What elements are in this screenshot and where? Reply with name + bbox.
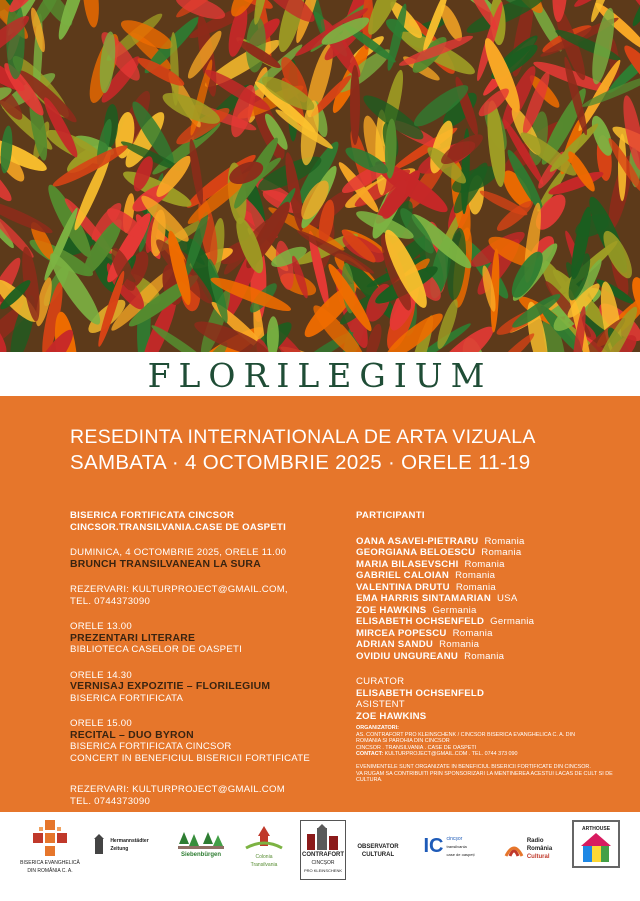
church-logo (18, 818, 82, 874)
cincsor-caption-3: case de oaspeți (446, 852, 475, 857)
arthouse-caption: ARTHOUSE (581, 826, 611, 832)
venue-line-1: BISERICA FORTIFICATA CINCSOR (70, 510, 235, 521)
organizers-line-1: AS. CONTRAFORT PRO KLEINSCHENK / CINCSOR BISERICA EVANGHELICA C. A. DIN (356, 731, 575, 738)
contact-label: CONTACT: (356, 751, 384, 758)
participant-name: GEORGIANA BELOESCU (356, 547, 476, 558)
sumac-leaves-photo (0, 0, 640, 352)
participant-item (356, 570, 616, 582)
event-2-place: BISERICA FORTIFICATA (70, 692, 184, 704)
participant-item (356, 582, 616, 594)
participant-name: OANA ASAVEI-PIETRARU (356, 535, 479, 547)
participant-item (356, 605, 616, 617)
participant-item (356, 628, 616, 640)
participants-heading: PARTICIPANTI (356, 510, 425, 521)
church-caption-1: BISERICA EVANGHELICĂ (20, 860, 80, 866)
participant-country: Romania (455, 581, 496, 593)
arthouse-logo (572, 820, 620, 868)
contact-value: KULTURPROJECT@GMAIL.COM . TEL. 0744 373 090 (384, 751, 518, 758)
church-caption-2: DIN ROMÂNIA C. A. (27, 868, 73, 874)
leaves-illustration (0, 0, 640, 352)
tower-icon (91, 834, 107, 854)
radio-caption-1: Radio (526, 838, 544, 844)
radio-logo (498, 836, 558, 860)
headline-residency: RESEDINTA INTERNATIONALA DE ARTA VIZUALA (70, 426, 536, 448)
contrafort-caption-2: CINCȘOR (311, 860, 335, 866)
colonia-logo (236, 826, 292, 868)
event-3-title: RECITAL – DUO BYRON (70, 729, 194, 741)
event-1-title: PREZENTARI LITERARE (70, 632, 196, 644)
radio-text (527, 836, 552, 860)
participant-name: MARIA BILASEVSCHI (356, 558, 459, 570)
colonia-caption-1: Colonia (255, 854, 273, 860)
reservation-phone-2: TEL. 0744373090 (70, 795, 151, 807)
participants-list (356, 536, 616, 663)
reservation-phone-1: TEL. 0744373090 (70, 595, 151, 607)
poster-title: FLORILEGIUM (147, 356, 493, 395)
organizers-block (356, 725, 618, 784)
participant-item (356, 651, 616, 663)
participant-item (356, 536, 616, 548)
title-band (0, 352, 640, 396)
participant-country: Romania (481, 547, 522, 558)
event-2-time: ORELE 14.30 (70, 669, 132, 681)
participant-item (356, 639, 616, 651)
reservation-email-1: REZERVARI: KULTURPROJECT@GMAIL.COM, (70, 584, 288, 595)
participant-name: ADRIAN SANDU (356, 639, 434, 650)
headline-date: SAMBATA · 4 OCTOMBRIE 2025 · ORELE 11-19 (70, 451, 531, 474)
participant-name: ELISABETH OCHSENFELD (356, 616, 485, 627)
benefit-note-1: EVENIMENTELE SUNT ORGANIZATE IN BENEFICIUL BISERICII FORTIFICATE DIN CINCSOR. (356, 763, 591, 770)
colonia-caption-2: Transilvania (250, 862, 278, 868)
venue-line-2: CINCSOR.TRANSILVANIA.CASE DE OASPETI (70, 521, 286, 533)
participant-name: ZOE HAWKINS (356, 604, 427, 616)
church-tower-icon (244, 826, 284, 852)
participant-country: Romania (484, 535, 525, 547)
participant-country: Germania (432, 604, 477, 616)
event-1-time: ORELE 13.00 (70, 621, 132, 632)
participant-item (356, 593, 616, 605)
brunch-title: BRUNCH TRANSILVANEAN LA SURA (70, 558, 261, 570)
participant-country: USA (497, 593, 518, 604)
participant-country: Romania (439, 639, 480, 650)
assistant-label: ASISTENT (356, 699, 405, 710)
program-column (70, 510, 335, 807)
organizers-line-3: CINCSOR . TRANSILVANIA . CASE DE OASPETI (356, 744, 477, 751)
sponsor-logos (0, 812, 640, 901)
observator-caption-1: OBSERVATOR (357, 844, 399, 850)
leaf-shape (350, 65, 360, 145)
radio-caption-3: Cultural (526, 854, 550, 860)
radio-caption-2: România (526, 846, 553, 852)
participant-name: EMA HARRIS SINTAMARIAN (356, 593, 492, 604)
siebenbuergen-logo (172, 830, 230, 858)
hz-logo (86, 834, 154, 854)
participant-country: Romania (464, 558, 505, 570)
event-1-place: BIBLIOTECA CASELOR DE OASPETI (70, 644, 242, 655)
contrafort-caption-1: CONTRAFORT (302, 852, 344, 858)
siebenbuergen-caption: Siebenbürgen (180, 852, 221, 858)
hz-text (110, 836, 148, 852)
cincsor-caption-1: cincșor (446, 836, 463, 842)
participant-item (356, 559, 616, 571)
participant-name: GABRIEL CALOIAN (356, 570, 450, 581)
participant-country: Germania (490, 616, 535, 627)
fortress-icon (305, 824, 341, 850)
organizers-line-2: ROMANIA SI PAROHIA DIN CINCSOR (356, 738, 450, 745)
event-2-title: VERNISAJ EXPOZITIE – FLORILEGIUM (70, 681, 271, 692)
brunch-date: DUMINICA, 4 OCTOMBRIE 2025, ORELE 11.00 (70, 547, 287, 558)
observator-logo (356, 842, 400, 858)
hz-caption-1: Hermannstädter (110, 838, 149, 844)
event-3-time: ORELE 15.00 (70, 718, 132, 729)
curator-label: CURATOR (356, 676, 405, 687)
participant-country: Romania (464, 650, 505, 662)
event-3-note: CONCERT IN BENEFICIUL BISERICII FORTIFICATE (70, 752, 310, 764)
participant-name: VALENTINA DRUTU (356, 581, 450, 593)
assistant-name: ZOE HAWKINS (356, 710, 427, 722)
participant-country: Romania (452, 627, 493, 639)
participant-name: MIRCEA POPESCU (356, 627, 447, 639)
participant-item (356, 547, 616, 559)
hz-caption-2: Zeitung (110, 846, 129, 852)
ic-mark-icon: IC (423, 835, 444, 857)
participants-column (356, 510, 616, 722)
participant-country: Romania (455, 570, 496, 581)
cincsor-logo (416, 834, 482, 858)
observator-caption-2: CULTURAL (361, 852, 395, 858)
organizers-label: ORGANIZATORI: (356, 725, 399, 731)
trees-icon (178, 830, 224, 850)
contrafort-logo (300, 820, 346, 880)
house-icon (579, 832, 613, 864)
radio-wave-icon (504, 838, 524, 858)
participant-item (356, 616, 616, 628)
participant-name: OVIDIU UNGUREANU (356, 650, 459, 662)
event-3-place: BISERICA FORTIFICATA CINCSOR (70, 741, 232, 752)
info-panel (0, 396, 640, 812)
church-cross-icon (30, 818, 70, 858)
curator-name: ELISABETH OCHSENFELD (356, 687, 485, 699)
contact-line (356, 751, 618, 758)
cincsor-caption-2: transilvania (446, 844, 467, 849)
reservation-email-2: REZERVARI: KULTURPROJECT@GMAIL.COM (70, 784, 285, 795)
cincsor-text (446, 834, 474, 858)
contrafort-caption-3: PRO KLEINSCHENK (303, 868, 342, 873)
benefit-note-2: VA RUGAM SA CONTRIBUITI PRIN SPONSORIZARI LA MENTINEREA ACESTUI LACAS DE CULT SI DE CULTURA. (356, 770, 613, 784)
